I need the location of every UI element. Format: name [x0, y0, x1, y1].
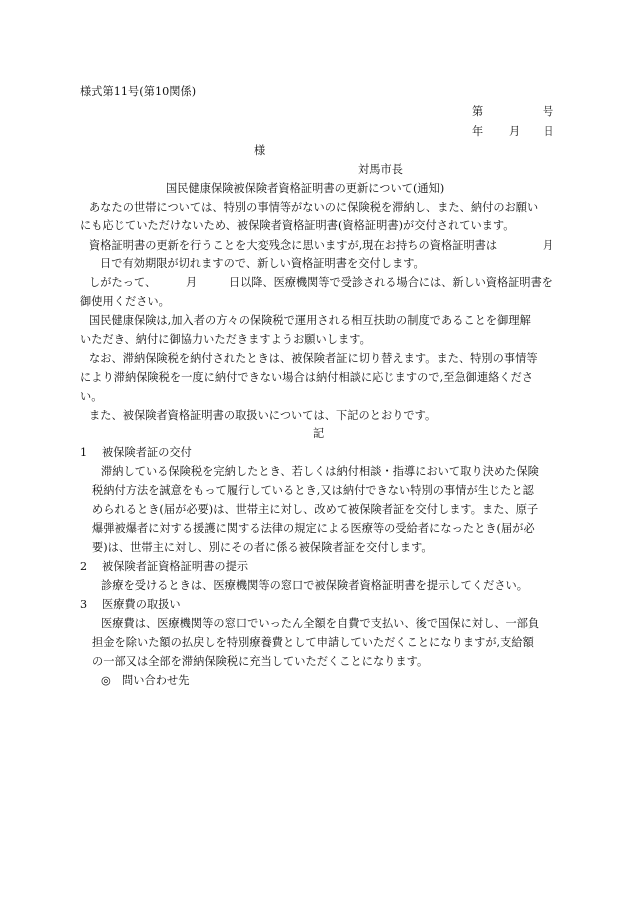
document-title: 国民健康保険被保険者資格証明書の更新について(通知): [166, 182, 445, 195]
item-1-heading: 被保険者証の交付: [102, 446, 192, 459]
item-3-number: 3: [80, 598, 88, 611]
item-3-line-2: 担金を除いた額の払戻しを特別療養費として申請していただくことになりますが,支給額: [92, 636, 534, 649]
addressee-suffix: 様: [254, 144, 266, 157]
item-1-line-2: 税納付方法を誠意をもって履行しているとき,又は納付できない特別の事情が生じたと認: [92, 484, 534, 497]
item-1-number: 1: [80, 446, 88, 459]
item-3-heading: 医療費の取扱い: [102, 598, 181, 611]
paragraph-6-line-1: また、被保険者資格証明書の取扱いについては、下記のとおりです。: [89, 409, 437, 422]
number-prefix: 第: [472, 105, 484, 118]
paragraph-5-line-3: い。: [80, 390, 103, 403]
ki-heading: 記: [313, 427, 325, 440]
paragraph-2-month: 月: [543, 239, 554, 252]
item-2-number: 2: [80, 560, 88, 573]
paragraph-1-line-2: にも応じていただけないため、被保険者資格証明書(資格証明書)が交付されています。: [80, 219, 515, 232]
paragraph-4-line-1: 国民健康保険は,加入者の方々の保険税で運用される相互扶助の制度であることを御理解: [89, 314, 531, 327]
item-2-line-1: 診療を受けるときは、医療機関等の窓口で被保険者資格証明書を提示してください。: [101, 579, 529, 592]
issuer: 対馬市長: [358, 163, 403, 176]
date-day: 日: [544, 125, 554, 138]
number-suffix: 号: [543, 105, 554, 118]
item-1-line-4: 爆弾被爆者に対する援護に関する法律の規定による医療等の受給者になったとき(届が必: [92, 522, 535, 535]
paragraph-4-line-2: いただき、納付に御協力いただきますようお願いします。: [80, 333, 371, 346]
paragraph-5-line-1: なお、滞納保険税を納付されたときは、被保険者証に切り替えます。また、特別の事情等: [89, 352, 538, 365]
paragraph-3-line-1a: しがたって、: [89, 276, 157, 289]
item-3-line-1: 医療費は、医療機関等の窓口でいったん全額を自費で支払い、後で国保に対し、一部負: [101, 617, 540, 630]
item-2-heading: 被保険者証資格証明書の提示: [102, 560, 249, 573]
form-number: 様式第11号(第10関係): [80, 85, 197, 98]
item-1-line-1: 滞納している保険税を完納したとき、若しくは納付相談・指導において取り決めた保険: [101, 465, 539, 478]
paragraph-1-line-1: あなたの世帯については、特別の事情等がないのに保険税を滞納し、また、納付のお願い: [89, 201, 539, 214]
paragraph-3-month: 月: [186, 276, 198, 289]
paragraph-2-line-2: 日で有効期限が切れますので、新しい資格証明書を交付します。: [100, 257, 425, 270]
item-3-line-3: の一部又は全部を滞納保険税に充当していただくことになります。: [92, 655, 429, 668]
paragraph-2-line-1: 資格証明書の更新を行うことを大変残念に思いますが,現在お持ちの資格証明書は: [89, 239, 498, 252]
paragraph-5-line-2: により滞納保険税を一度に納付できない場合は納付相談に応じますので,至急御連絡くださ: [80, 371, 534, 384]
item-1-line-5: 要)は、世帯主に対し、別にその者に係る被保険者証を交付します。: [92, 541, 433, 554]
date-month: 月: [509, 125, 521, 138]
item-1-line-3: められるとき(届が必要)は、世帯主に対し、改めて被保険者証を交付します。また、原子: [92, 503, 539, 516]
contact-heading: ◎ 問い合わせ先: [101, 674, 190, 687]
paragraph-3-line-2: 御使用ください。: [80, 295, 170, 308]
paragraph-3-line-1c: 日以降、医療機関等で受診される場合には、新しい資格証明書を: [229, 276, 553, 289]
date-year: 年: [472, 125, 484, 138]
